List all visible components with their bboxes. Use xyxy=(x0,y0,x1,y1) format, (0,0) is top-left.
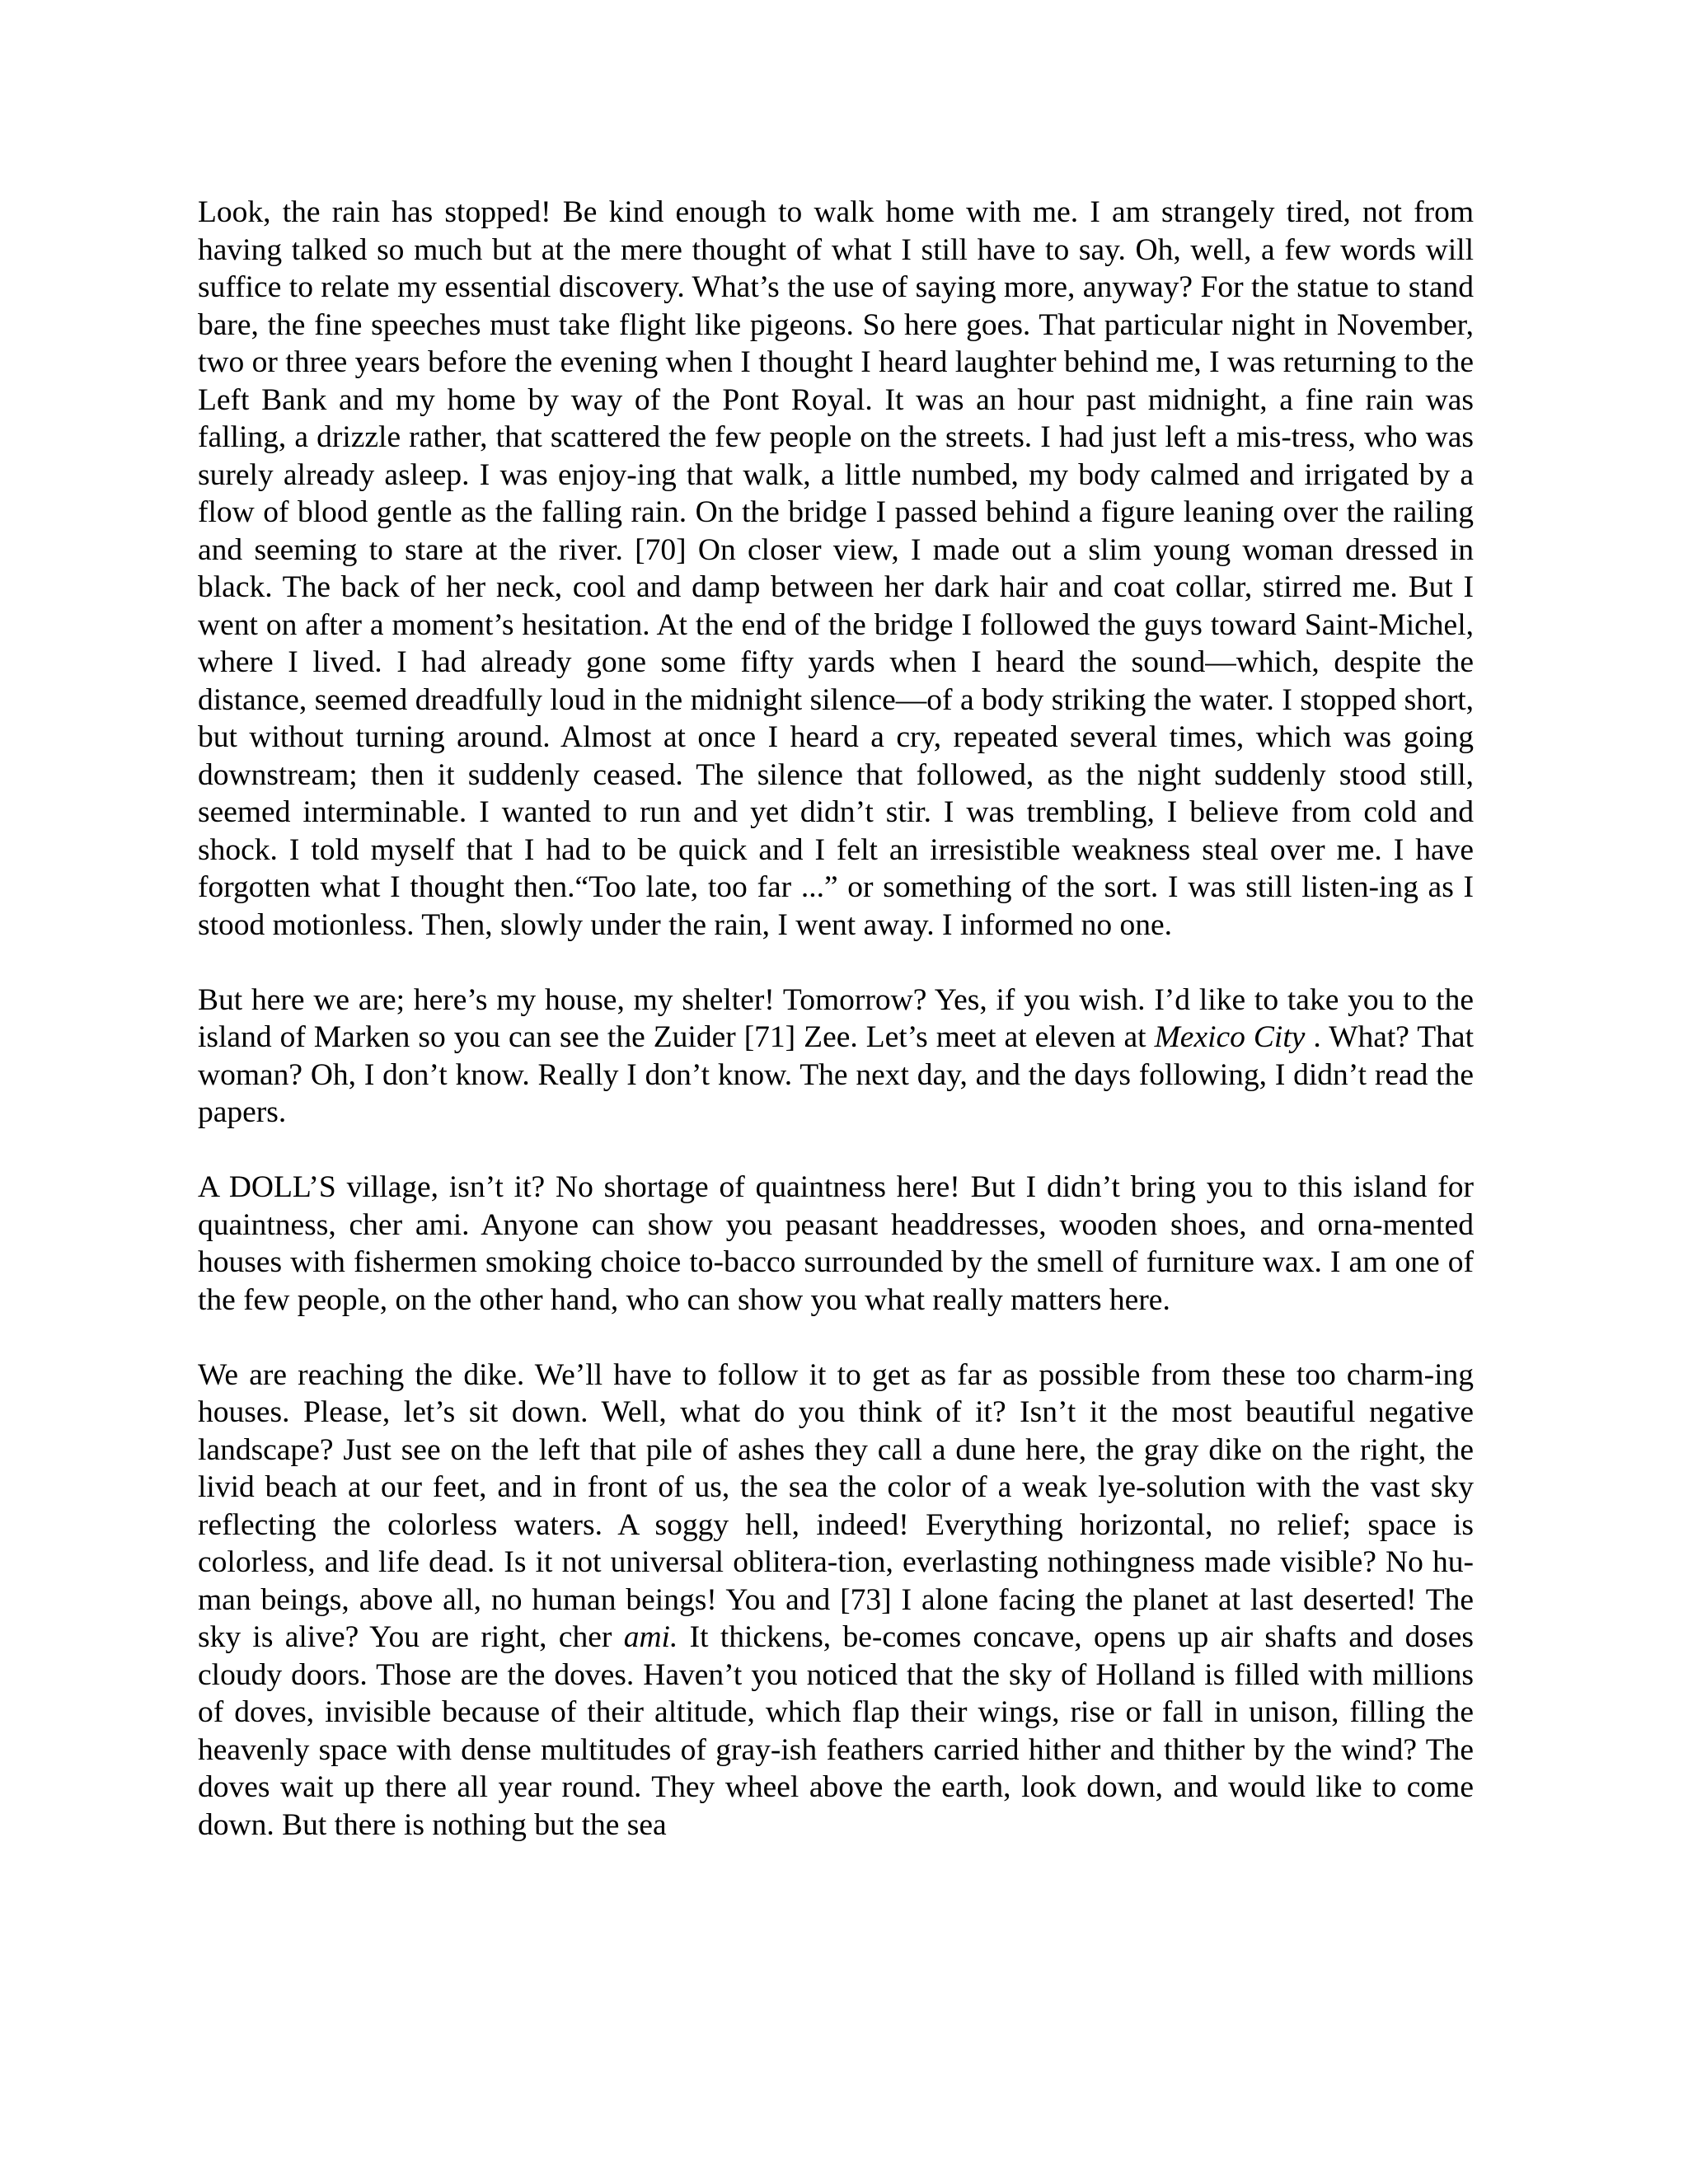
paragraph-1-text: Look, the rain has stopped! Be kind enough to walk home with me. I am strangely tired, not from having talked so much but at the mere thought of what I still have to say. Oh, well, a few words will suffice to relate my essential discovery. What’s the use of saying more, anyway? For the statue to stand bare, the fine speeches must take flight like pigeons. So here goes. That particular night in November, two or three years before the evening when I thought I heard laughter behind me, I was returning to the Left Bank and my home by way of the Pont Royal. It was an hour past midnight, a fine rain was falling, a drizzle rather, that scattered the few people on the streets. I had just left a mis-tress, who was surely already asleep. I was enjoy-ing that walk, a little numbed, my body calmed and irrigated by a flow of blood gentle as the falling rain. On the bridge I passed behind a figure leaning over the railing and seeming to stare at the river. [70] On closer view, I made out a slim young woman dressed in black. The back of her neck, cool and damp between her dark hair and coat collar, stirred me. But I went on after a moment’s hesitation. At the end of the bridge I followed the guys toward Saint-Michel, where I lived. I had already gone some fifty yards when I heard the sound—which, despite the distance, seemed dreadfully loud in the midnight silence—of a body striking the water. I stopped short, but without turning around. Almost at once I heard a cry, repeated several times, which was going downstream; then it suddenly ceased. The silence that followed, as the night suddenly stood still, seemed interminable. I wanted to run and yet didn’t stir. I was trembling, I believe from cold and shock. I told myself that I had to be quick and I felt an irresistible weakness steal over me. I have forgotten what I thought then.“Too late, too far ...” or something of the sort. I was still listen-ing as I stood motionless. Then, slowly under the rain, I went away. I informed no one. xyxy=(198,195,1474,942)
body-text xyxy=(198,194,1474,1844)
paragraph-1 xyxy=(198,194,1474,944)
paragraph-3-text: A DOLL’S village, isn’t it? No shortage of quaintness here! But I didn’t bring you to this island for quaintness, cher ami. Anyone can show you peasant headdresses, wooden shoes, and orna-mented houses with fishermen smoking choice to-bacco surrounded by the smell of furniture wax. I am one of the few people, on the other hand, who can show you what really matters here. xyxy=(198,1170,1474,1317)
paragraph-2 xyxy=(198,982,1474,1132)
paragraph-2-text-a: But here we are; here’s my house, my shelter! Tomorrow? Yes, if you wish. I’d like to take you to the island of Marken so you can see the Zuider [71] Zee. Let’s meet at eleven at xyxy=(198,982,1474,1054)
italic-place-name: Mexico City xyxy=(1154,1020,1306,1054)
paragraph-4-text-a: We are reaching the dike. We’ll have to follow it to get as far as possible from these too charm-ing houses. Please, let’s sit down. Well, what do you think of it? Isn’t it the most beautiful negative landscape? Just see on the left that pile of ashes they call a dune here, the gray dike on the right, the livid beach at our feet, and in front of us, the sea the color of a weak lye-solution with the vast sky reflecting the colorless waters. A soggy hell, indeed! Everything horizontal, no relief; space is colorless, and life dead. Is it not universal oblitera-tion, everlasting nothingness made visible? No hu-man beings, above all, no human beings! You and [73] I alone facing the planet at last deserted! The sky is alive? You are right, cher xyxy=(198,1357,1474,1654)
paragraph-4-text-b: It thickens, be-comes concave, opens up air shafts and doses cloudy doors. Those are the doves. Haven’t you noticed that the sky of Holland is filled with millions of doves, invisible because of their altitude, which flap their wings, rise or fall in unison, filling the heavenly space with dense multitudes of gray-ish feathers carried hither and thither by the wind? The doves wait up there all year round. They wheel above the earth, look down, and would like to come down. But there is nothing but the sea xyxy=(198,1620,1474,1842)
italic-word: ami. xyxy=(623,1620,678,1654)
paragraph-4 xyxy=(198,1357,1474,1844)
paragraph-2-text-b: . What? That woman? Oh, I don’t know. Really I don’t know. The next day, and the days following, I didn’t read the papers. xyxy=(198,1020,1474,1129)
paragraph-3 xyxy=(198,1169,1474,1319)
